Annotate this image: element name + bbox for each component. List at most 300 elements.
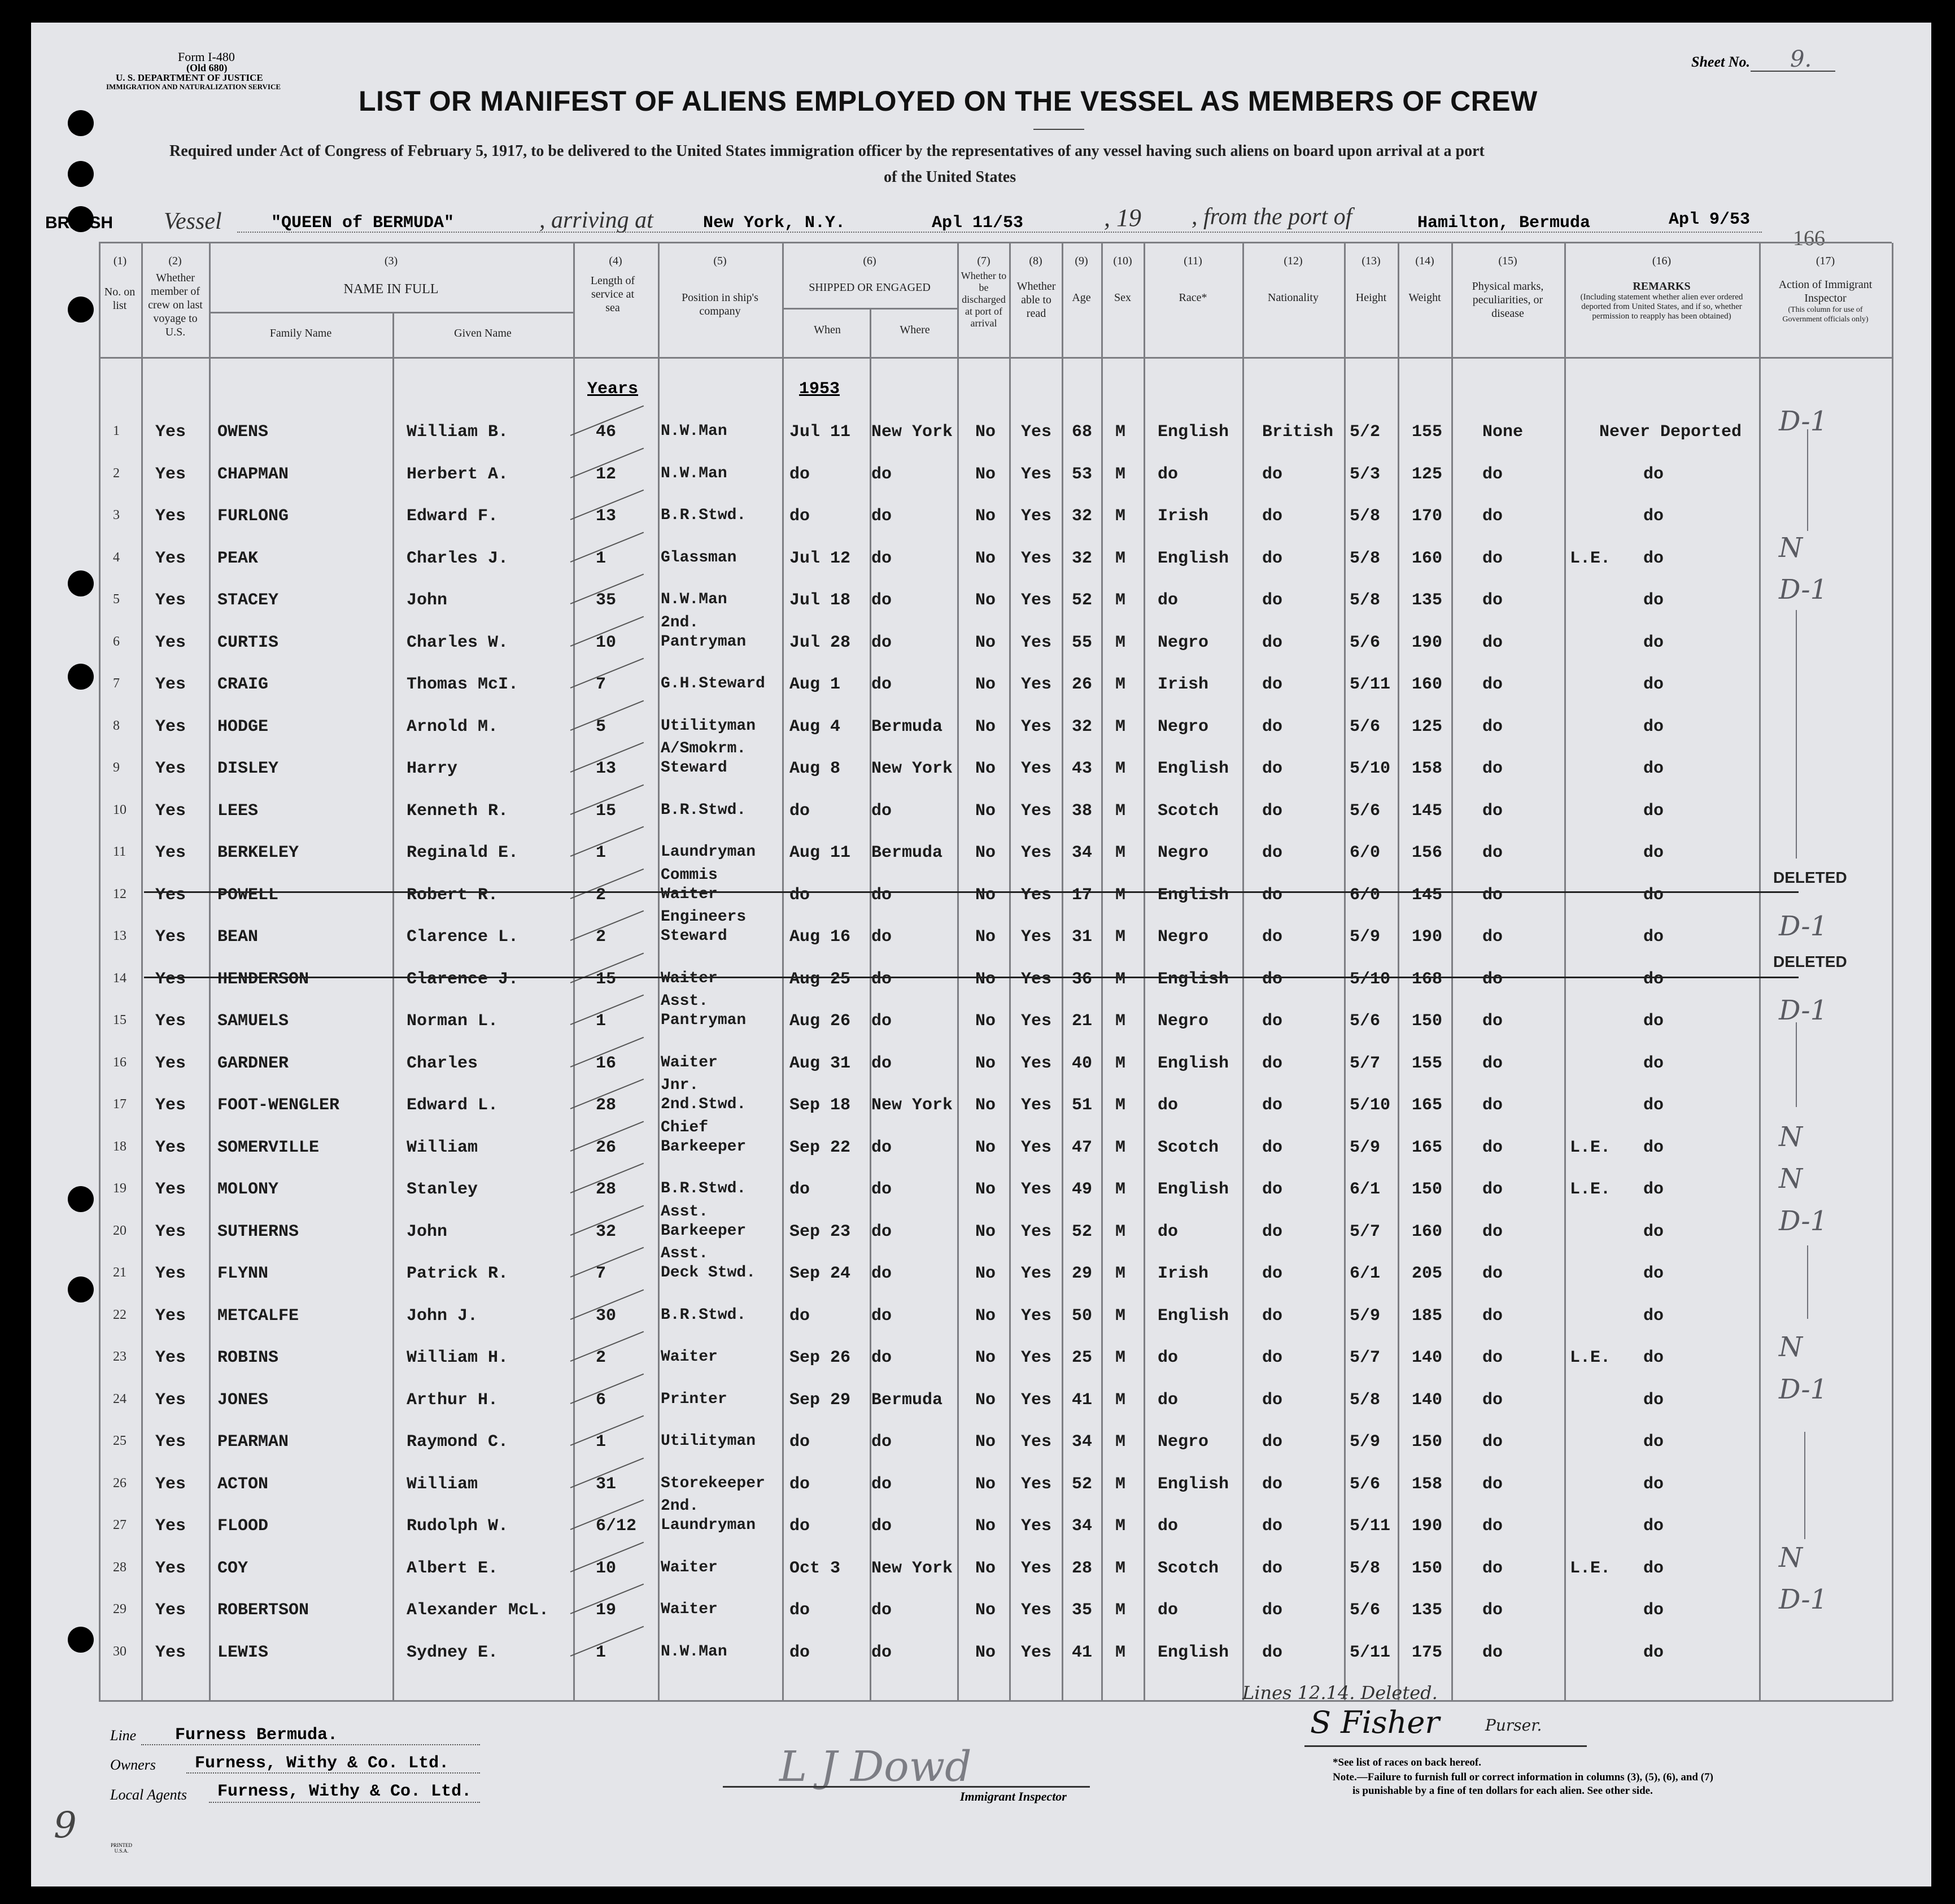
deleted-line-strike [144,977,1799,978]
row-physical-marks: do [1482,1306,1503,1326]
row-discharged: No [975,1517,996,1536]
row-nationality: do [1262,801,1283,821]
row-sex: M [1115,1096,1126,1115]
row-physical-marks: do [1482,717,1503,737]
col7-header: Whether to be discharged at port of arrival [961,270,1007,329]
row-family-name: LEES [217,801,259,821]
row-able-to-read: Yes [1021,422,1052,442]
row-race: English [1158,1180,1229,1199]
punch-hole [68,570,94,596]
row-shipped-where: do [871,1054,892,1073]
row-weight: 190 [1412,1517,1443,1536]
row-position: N.W.Man [661,422,727,440]
row-position-prefix: Asst. [661,1203,709,1221]
row-shipped-where: do [871,801,892,821]
from-port: Hamilton, Bermuda [1417,214,1591,233]
row-inspector-action: D-1 [1779,910,1828,942]
row-shipped-when: Sep 29 [789,1391,851,1410]
row-number: 25 [113,1434,126,1448]
pencil-ditto-line [1796,610,1797,859]
row-shipped-when: do [789,1517,810,1536]
row-physical-marks: do [1482,675,1503,694]
row-discharged: No [975,886,996,905]
row-age: 25 [1072,1348,1093,1367]
row-number: 11 [113,844,126,859]
row-given-name: Thomas McI. [407,675,519,694]
row-crew-member: Yes [155,1432,186,1452]
row-weight: 125 [1412,465,1443,484]
row-weight: 156 [1412,843,1443,862]
row-age: 21 [1072,1012,1093,1031]
header-bottom-border [99,357,1892,359]
row-shipped-where: do [871,633,892,652]
row-crew-member: Yes [155,1475,186,1494]
row-race: English [1158,1054,1229,1073]
row-remarks: do [1643,1054,1664,1073]
row-family-name: ACTON [217,1475,269,1494]
row-physical-marks: do [1482,1475,1503,1494]
row-le-mark: L.E. [1570,549,1611,568]
col-divider [1101,243,1103,1701]
row-number: 6 [113,634,120,649]
row-length-of-service: 15 [596,801,617,821]
row-position: Waiter [661,886,718,903]
row-remarks: do [1643,1264,1664,1283]
row-height: 5/8 [1350,1559,1381,1578]
row-height: 5/8 [1350,1391,1381,1410]
row-remarks: do [1643,970,1664,989]
row-number: 28 [113,1560,126,1575]
page-title: LIST OR MANIFEST OF ALIENS EMPLOYED ON THE VESSEL AS MEMBERS OF CREW [359,85,1538,117]
row-shipped-when: do [789,465,810,484]
note-failure: Note.—Failure to furnish full or correct information in columns (3), (5), (6), and (7) [1333,1771,1713,1783]
row-crew-member: Yes [155,1643,186,1662]
row-height: 6/0 [1350,886,1381,905]
row-sex: M [1115,675,1126,694]
row-remarks: do [1643,549,1664,568]
row-race: English [1158,1475,1229,1494]
row-length-of-service: 46 [596,422,617,442]
row-remarks: do [1643,1138,1664,1157]
row-sex: M [1115,1348,1126,1367]
row-nationality: do [1262,1264,1283,1283]
row-sex: M [1115,422,1126,442]
punch-hole [68,161,94,187]
row-number: 4 [113,550,120,565]
row-age: 35 [1072,1601,1093,1620]
row-race: do [1158,591,1179,610]
row-nationality: do [1262,1643,1283,1662]
row-family-name: CRAIG [217,675,269,694]
punch-hole [68,1186,94,1212]
sheet-label: Sheet No. [1691,54,1750,70]
row-family-name: FURLONG [217,507,289,526]
row-physical-marks: do [1482,465,1503,484]
row-height: 5/2 [1350,422,1381,442]
row-length-of-service: 16 [596,1054,617,1073]
row-position: Utilityman [661,717,756,735]
row-race: do [1158,1222,1179,1241]
row-height: 6/1 [1350,1264,1381,1283]
row-length-of-service: 1 [596,1012,606,1031]
deleted-note: Lines 12.14. Deleted. [1242,1682,1438,1703]
row-family-name: DISLEY [217,759,279,778]
row-weight: 150 [1412,1432,1443,1452]
row-able-to-read: Yes [1021,1054,1052,1073]
row-age: 52 [1072,1475,1093,1494]
years-subhead: Years [587,380,639,399]
row-nationality: do [1262,927,1283,947]
pencil-ditto-line [1804,1432,1805,1539]
row-given-name: William [407,1475,478,1494]
row-race: English [1158,1306,1229,1326]
row-given-name: Charles W. [407,633,509,652]
vessel-label: Vessel [164,208,222,234]
row-age: 68 [1072,422,1093,442]
row-weight: 158 [1412,1475,1443,1494]
row-discharged: No [975,591,996,610]
row-crew-member: Yes [155,507,186,526]
row-sex: M [1115,465,1126,484]
row-length-of-service: 30 [596,1306,617,1326]
row-crew-member: Yes [155,1559,186,1578]
row-shipped-when: do [789,507,810,526]
row-nationality: do [1262,1222,1283,1241]
row-race: Negro [1158,717,1209,737]
col-divider [957,243,959,1701]
subtitle-line2: of the United States [884,168,1016,186]
row-race: Scotch [1158,1138,1219,1157]
row-physical-marks: do [1482,1643,1503,1662]
row-able-to-read: Yes [1021,591,1052,610]
row-weight: 140 [1412,1348,1443,1367]
row-number: 3 [113,508,120,522]
row-discharged: No [975,1054,996,1073]
row-family-name: SAMUELS [217,1012,289,1031]
row-discharged: No [975,1012,996,1031]
row-shipped-when: Sep 22 [789,1138,851,1157]
row-family-name: BERKELEY [217,843,299,862]
row-position: N.W.Man [661,465,727,482]
row-shipped-where: do [871,1222,892,1241]
title-rule [1033,129,1084,130]
row-sex: M [1115,1517,1126,1536]
row-physical-marks: do [1482,1138,1503,1157]
col-divider [782,243,784,1701]
row-nationality: do [1262,843,1283,862]
row-number: 20 [113,1223,126,1238]
row-crew-member: Yes [155,465,186,484]
col13-header: Height [1355,291,1387,304]
row-height: 5/6 [1350,633,1381,652]
row-race: English [1158,422,1229,442]
row-family-name: PEAK [217,549,259,568]
inspector-rule [723,1786,1090,1788]
row-shipped-where: do [871,1012,892,1031]
row-shipped-where: do [871,1432,892,1452]
row-race: Negro [1158,843,1209,862]
row-race: English [1158,886,1229,905]
row-crew-member: Yes [155,886,186,905]
row-sex: M [1115,1138,1126,1157]
row-nationality: do [1262,1306,1283,1326]
row-sex: M [1115,1222,1126,1241]
row-age: 31 [1072,927,1093,947]
row-family-name: ROBERTSON [217,1601,309,1620]
row-discharged: No [975,717,996,737]
row-height: 5/9 [1350,1138,1381,1157]
col3a-header: Family Name [269,327,332,339]
row-position: B.R.Stwd. [661,1180,747,1197]
row-family-name: METCALFE [217,1306,299,1326]
row-discharged: No [975,1138,996,1157]
row-family-name: PEARMAN [217,1432,289,1452]
row-height: 5/10 [1350,970,1391,989]
row-height: 5/10 [1350,759,1391,778]
row-discharged: No [975,507,996,526]
row-number: 24 [113,1392,126,1406]
row-nationality: do [1262,1012,1283,1031]
row-remarks: do [1643,1517,1664,1536]
row-sex: M [1115,970,1126,989]
row-age: 32 [1072,717,1093,737]
punch-hole [68,297,94,323]
row-height: 5/6 [1350,801,1381,821]
row-race: Negro [1158,927,1209,947]
row-sex: M [1115,1559,1126,1578]
row-position: Pantryman [661,1012,747,1029]
row-height: 5/11 [1350,675,1391,694]
row-given-name: John J. [407,1306,478,1326]
col15-header: Physical marks, peculiarities, or disease [1472,280,1544,320]
row-number: 29 [113,1602,126,1617]
row-remarks: do [1643,1096,1664,1115]
row-position: Steward [661,927,727,945]
row-position: Steward [661,759,727,777]
row-remarks: do [1643,1432,1664,1452]
row-shipped-when: Aug 16 [789,927,851,947]
row-remarks: do [1643,1643,1664,1662]
row-given-name: William B. [407,422,509,442]
row-crew-member: Yes [155,675,186,694]
row-shipped-when: Sep 18 [789,1096,851,1115]
row-height: 5/7 [1350,1222,1381,1241]
row-shipped-where: New York [871,422,953,442]
row-crew-member: Yes [155,801,186,821]
row-inspector-action: D-1 [1779,995,1828,1026]
row-remarks: do [1643,1306,1664,1326]
col10-number: (10) [1113,255,1132,267]
line-label: Line [110,1727,137,1744]
row-weight: 155 [1412,1054,1443,1073]
row-nationality: do [1262,1180,1283,1199]
row-family-name: MOLONY [217,1180,279,1199]
row-shipped-when: do [789,886,810,905]
row-family-name: FLYNN [217,1264,269,1283]
note-races: *See list of races on back hereof. [1333,1757,1481,1768]
row-weight: 150 [1412,1180,1443,1199]
row-discharged: No [975,1222,996,1241]
subtitle-line1: Required under Act of Congress of February 5, 1917, to be delivered to the United States immigration officer by the representatives of any vessel having such aliens on board upon arrival at a port [169,142,1485,160]
row-nationality: do [1262,1391,1283,1410]
row-able-to-read: Yes [1021,465,1052,484]
row-position: G.H.Steward [661,675,765,692]
row-le-mark: L.E. [1570,1180,1611,1199]
row-nationality: do [1262,1432,1283,1452]
col6-header: SHIPPED OR ENGAGED [809,281,931,294]
department: U. S. DEPARTMENT OF JUSTICE [116,72,263,83]
row-le-mark: L.E. [1570,1559,1611,1578]
note-fine: is punishable by a fine of ten dollars for each alien. See other side. [1352,1785,1653,1797]
col-divider [1398,243,1399,1701]
row-height: 5/6 [1350,1012,1381,1031]
row-family-name: POWELL [217,886,279,905]
row-shipped-when: Jul 18 [789,591,851,610]
row-shipped-when: do [789,1180,810,1199]
row-able-to-read: Yes [1021,927,1052,947]
row-given-name: Reginald E. [407,843,519,862]
row-given-name: Charles [407,1054,478,1073]
row-shipped-where: do [871,886,892,905]
year-subhead: 1953 [799,380,840,399]
row-weight: 150 [1412,1012,1443,1031]
row-weight: 158 [1412,759,1443,778]
row-length-of-service: 15 [596,970,617,989]
row-crew-member: Yes [155,633,186,652]
row-shipped-when: Aug 31 [789,1054,851,1073]
row-able-to-read: Yes [1021,1517,1052,1536]
row-height: 5/3 [1350,465,1381,484]
row-number: 19 [113,1181,126,1196]
row-length-of-service: 10 [596,633,617,652]
row-shipped-when: Aug 8 [789,759,841,778]
row-length-of-service: 35 [596,591,617,610]
row-age: 17 [1072,886,1093,905]
row-age: 38 [1072,801,1093,821]
row-given-name: Norman L. [407,1012,499,1031]
row-sex: M [1115,886,1126,905]
vessel-name: "QUEEN of BERMUDA" [271,214,455,233]
row-inspector-action: N [1779,1331,1803,1363]
row-weight: 135 [1412,1601,1443,1620]
col-divider [573,243,575,1701]
row-weight: 185 [1412,1306,1443,1326]
row-position: Barkeeper [661,1138,747,1156]
vessel-underline [237,232,1762,233]
row-shipped-when: Sep 26 [789,1348,851,1367]
row-physical-marks: do [1482,507,1503,526]
col16-note: (Including statement whether alien ever ordered deported from United States, and if so, whether permission to reapply has been obtained) [1580,293,1743,321]
row-age: 26 [1072,675,1093,694]
row-shipped-when: do [789,1601,810,1620]
row-remarks: do [1643,843,1664,862]
row-inspector-action: D-1 [1779,1205,1828,1237]
row-weight: 190 [1412,633,1443,652]
row-discharged: No [975,1264,996,1283]
row-race: do [1158,1601,1179,1620]
row-sex: M [1115,717,1126,737]
row-given-name: Harry [407,759,458,778]
row-remarks: do [1643,591,1664,610]
row-height: 5/8 [1350,507,1381,526]
row-shipped-when: Oct 3 [789,1559,841,1578]
col16-header: REMARKS [1633,280,1691,293]
row-race: Irish [1158,1264,1209,1283]
row-sex: M [1115,633,1126,652]
col-divider [209,243,211,1701]
pencil-ditto-line [1807,429,1808,531]
row-crew-member: Yes [155,1012,186,1031]
row-shipped-where: do [871,970,892,989]
row-position: B.R.Stwd. [661,801,747,819]
row-position: Pantryman [661,633,747,651]
row-height: 5/11 [1350,1643,1391,1662]
row-discharged: No [975,1180,996,1199]
row-height: 5/6 [1350,1601,1381,1620]
row-nationality: do [1262,465,1283,484]
row-remarks: do [1643,1180,1664,1199]
row-nationality: do [1262,717,1283,737]
row-able-to-read: Yes [1021,1138,1052,1157]
row-length-of-service: 1 [596,1432,606,1452]
row-remarks: do [1643,717,1664,737]
row-shipped-when: Jul 11 [789,422,851,442]
table-top-border [99,242,1892,243]
row-family-name: SUTHERNS [217,1222,299,1241]
row-shipped-when: Aug 4 [789,717,841,737]
row-number: 26 [113,1476,126,1491]
row-crew-member: Yes [155,1180,186,1199]
col-divider [1062,243,1063,1701]
row-discharged: No [975,1601,996,1620]
row-weight: 160 [1412,675,1443,694]
row-able-to-read: Yes [1021,1391,1052,1410]
row-discharged: No [975,843,996,862]
row-length-of-service: 6 [596,1391,606,1410]
row-given-name: John [407,591,448,610]
row-crew-member: Yes [155,1517,186,1536]
row-family-name: HENDERSON [217,970,309,989]
row-length-of-service: 1 [596,549,606,568]
row-family-name: FOOT-WENGLER [217,1096,340,1115]
row-shipped-when: do [789,1306,810,1326]
row-weight: 175 [1412,1643,1443,1662]
row-sex: M [1115,1601,1126,1620]
row-race: English [1158,549,1229,568]
row-nationality: do [1262,507,1283,526]
row-length-of-service: 1 [596,843,606,862]
col-divider [1009,243,1011,1701]
row-remarks: do [1643,1348,1664,1367]
row-number: 15 [113,1013,126,1027]
row-able-to-read: Yes [1021,1559,1052,1578]
punch-hole [68,110,94,136]
row-shipped-where: do [871,1306,892,1326]
row-physical-marks: do [1482,591,1503,610]
row-given-name: Edward L. [407,1096,499,1115]
row-age: 51 [1072,1096,1093,1115]
row-shipped-when: Aug 26 [789,1012,851,1031]
row-nationality: do [1262,970,1283,989]
row-physical-marks: do [1482,1391,1503,1410]
row-weight: 125 [1412,717,1443,737]
agents-value: Furness, Withy & Co. Ltd. [217,1782,472,1801]
col-divider [1564,243,1566,1701]
row-number: 12 [113,887,126,901]
row-nationality: do [1262,675,1283,694]
row-remarks: do [1643,801,1664,821]
col-divider [392,312,394,1701]
